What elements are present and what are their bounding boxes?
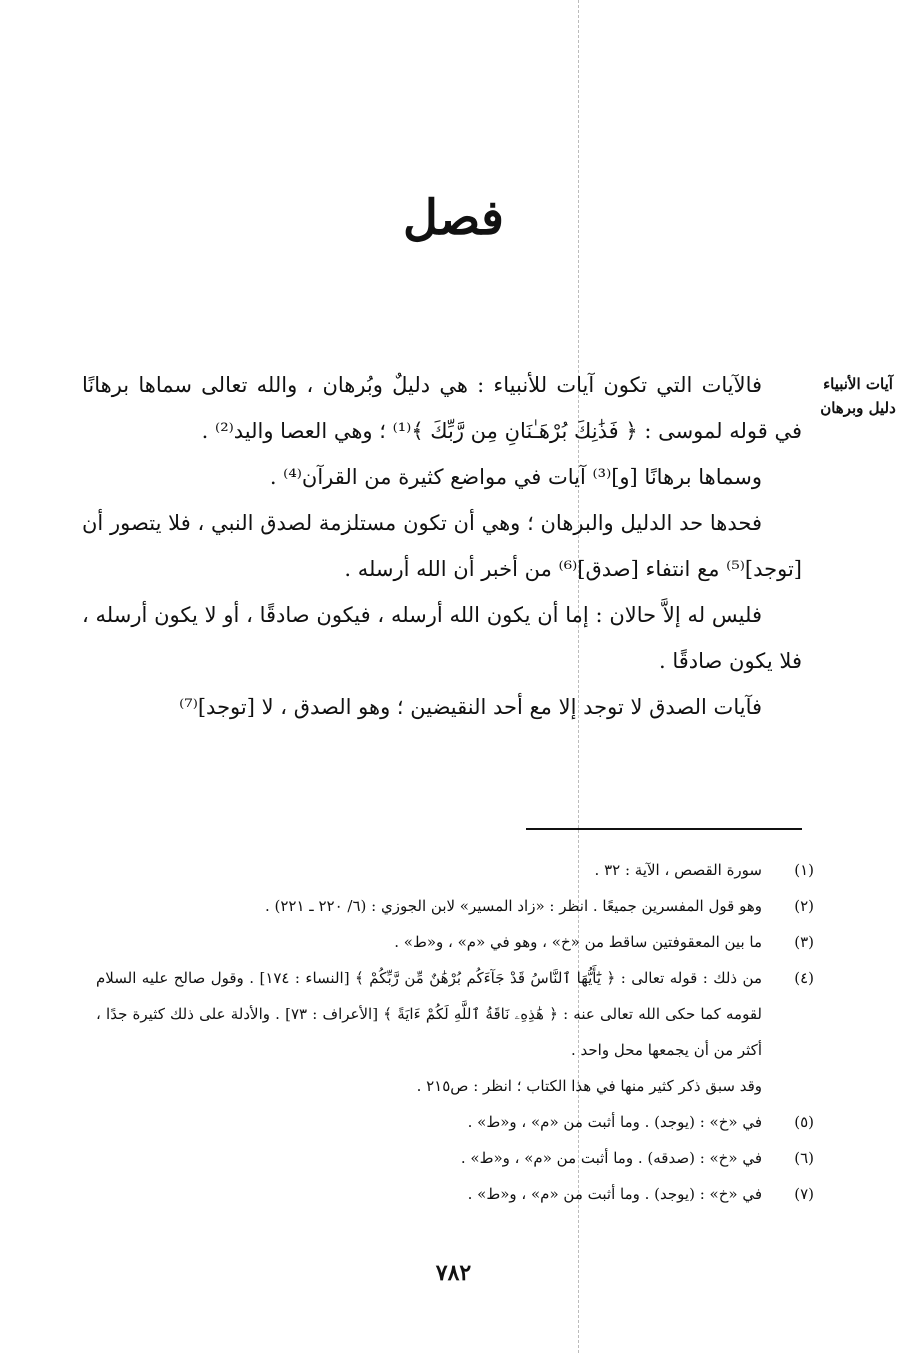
footnote-4-continuation xyxy=(96,1068,814,1104)
footnote-text: وهو قول المفسرين جميعًا . انظر : «زاد المسير» لابن الجوزي : (٦/ ٢٢٠ ـ ٢٢١) . xyxy=(264,897,762,915)
footnote-number: (٣) xyxy=(794,933,814,951)
footnote-number: (١) xyxy=(794,861,814,879)
main-text xyxy=(82,362,802,730)
footnote-text: في «خ» : (يوجد) . وما أثبت من «م» ، و«ط» . xyxy=(467,1185,762,1203)
footnote-number: (٤) xyxy=(794,969,814,987)
margin-note xyxy=(812,372,904,420)
paragraph-4: فليس له إلاَّ حالان : إما أن يكون الله أرسله ، فيكون صادقًا ، أو لا يكون أرسله ، فلا يكون صادقًا . xyxy=(82,603,802,673)
footnote-2 xyxy=(96,888,814,924)
margin-note-line-2: دليل وبرهان xyxy=(820,399,896,417)
footnote-text: وقد سبق ذكر كثير منها في هذا الكتاب ؛ انظر : ص٢١٥ . xyxy=(416,1077,762,1095)
page-number: ٧٨٢ xyxy=(435,1260,472,1286)
footnote-number: (٥) xyxy=(794,1113,814,1131)
footnotes xyxy=(96,852,814,1212)
footnote-text: في «خ» : (يوجد) . وما أثبت من «م» ، و«ط» . xyxy=(467,1113,762,1131)
paragraph-1: فالآيات التي تكون آيات للأنبياء : هي دليلٌ وبُرهان ، والله تعالى سماها برهانًا في قوله لموسى : ﴿ فَذَٰنِكَ بُرْهَـٰنَانِ مِن رَّبِّكَ ﴾⁽¹⁾ ؛ وهي العصا واليد⁽²⁾ . xyxy=(82,373,802,443)
footnote-4 xyxy=(96,960,814,1068)
footnote-5 xyxy=(96,1104,814,1140)
chapter-title: فصل xyxy=(403,190,504,246)
footnote-text: في «خ» : (صدقه) . وما أثبت من «م» ، و«ط» . xyxy=(460,1149,762,1167)
paragraph-2: وسماها برهانًا [و]⁽³⁾ آيات في مواضع كثيرة من القرآن⁽⁴⁾ . xyxy=(269,465,762,489)
footnote-3 xyxy=(96,924,814,960)
footnote-7 xyxy=(96,1176,814,1212)
footnote-text: ما بين المعقوفتين ساقط من «خ» ، وهو في «م» ، و«ط» . xyxy=(394,933,762,951)
footnote-1 xyxy=(96,852,814,888)
margin-note-line-1: آيات الأنبياء xyxy=(823,375,893,393)
footnote-separator xyxy=(526,828,802,830)
footnote-number: (٢) xyxy=(794,897,814,915)
paragraph-3: فحدها حد الدليل والبرهان ؛ وهي أن تكون مستلزمة لصدق النبي ، فلا يتصور أن [توجد]⁽⁵⁾ مع انتفاء [صدق]⁽⁶⁾ من أخبر أن الله أرسله . xyxy=(82,511,802,581)
footnote-text: سورة القصص ، الآية : ٣٢ . xyxy=(594,861,762,879)
footnote-text: من ذلك : قوله تعالى : ﴿ يَٰٓأَيُّهَا ٱلنَّاسُ قَدْ جَآءَكُم بُرْهَٰنٌ مِّن رَّبِّكُمْ ﴾ [النساء : ١٧٤] . وقول صالح عليه السلام لقومه كما حكى الله تعالى عنه : ﴿ هَٰذِهِۦ نَاقَةُ ٱللَّهِ لَكُمْ ءَايَةً ﴾ [الأعراف : ٧٣] . والأدلة على ذلك كثيرة جدًا ، أكثر من أن يجمعها محل واحد . xyxy=(96,969,762,1059)
footnote-number: (٧) xyxy=(794,1185,814,1203)
footnote-6 xyxy=(96,1140,814,1176)
footnote-number: (٦) xyxy=(794,1149,814,1167)
paragraph-5: فآيات الصدق لا توجد إلا مع أحد النقيضين ؛ وهو الصدق ، لا [توجد]⁽⁷⁾ xyxy=(179,695,762,719)
